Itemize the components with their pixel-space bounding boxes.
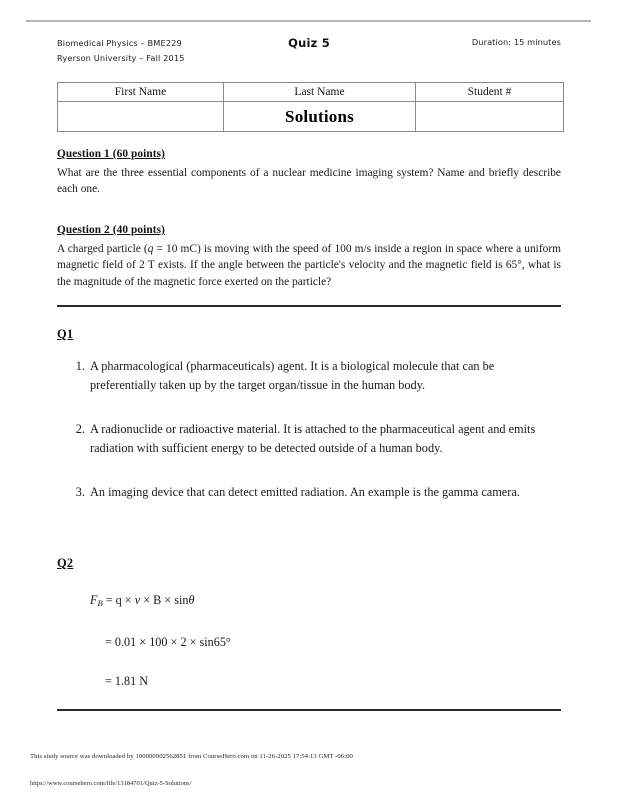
student-info-table bbox=[57, 82, 564, 132]
column-header-last-name: Last Name bbox=[224, 83, 416, 102]
question-2-text-part-2: = 10 mC) is moving with the speed of 100 m/s inside a region in space where a uniform magnetic field of 2 T exists. If the angle between the particle's velocity and the magnetic field is 65°, what is the magnitude of the magnetic force exerted on the particle? bbox=[57, 243, 561, 288]
list-item bbox=[57, 420, 537, 457]
download-notice: This study source was downloaded by 100000902562851 from CourseHero.com on 11-26-2025 17:54:13 GMT -06:00 bbox=[30, 753, 353, 760]
answers-divider-rule bbox=[57, 305, 561, 307]
answer-1-list bbox=[57, 357, 537, 528]
equation-symbol-theta: θ bbox=[188, 593, 195, 607]
list-item-text: A radionuclide or radioactive material. It is attached to the pharmaceutical agent and emits radiation with sufficient energy to be detected outside of a human body. bbox=[90, 422, 536, 455]
question-1-block bbox=[57, 148, 561, 198]
question-2-variable-q: q bbox=[147, 243, 154, 255]
solutions-label: Solutions bbox=[285, 106, 354, 126]
equation-line-1-rest-a: = q × bbox=[102, 593, 135, 607]
question-2-text-part-1: A charged particle ( bbox=[57, 243, 148, 255]
column-header-student-id: Student # bbox=[416, 83, 564, 102]
cell-last-name[interactable] bbox=[224, 102, 416, 132]
duration-label: Duration: 15 minutes bbox=[471, 37, 561, 47]
question-2-block bbox=[57, 224, 561, 290]
list-item bbox=[57, 357, 537, 394]
top-divider-rule bbox=[26, 20, 591, 22]
list-item-number: 2. bbox=[75, 422, 85, 437]
course-line-1: Biomedical Physics – BME229 bbox=[57, 38, 182, 48]
answer-1-heading: Q1 bbox=[57, 327, 74, 341]
table-header-row bbox=[58, 83, 564, 102]
list-item-text: An imaging device that can detect emitted radiation. An example is the gamma camera. bbox=[90, 485, 520, 500]
answer-2-heading: Q2 bbox=[57, 556, 74, 570]
cell-first-name[interactable] bbox=[58, 102, 224, 132]
equation-symbol-v: v bbox=[134, 593, 141, 607]
equation-line-3: = 1.81 N bbox=[105, 674, 149, 688]
equation-line-1 bbox=[90, 592, 517, 611]
cell-student-id[interactable] bbox=[416, 102, 564, 132]
list-item-number: 1. bbox=[75, 359, 85, 373]
document-header bbox=[57, 36, 561, 70]
list-item-number: 3. bbox=[75, 485, 85, 500]
list-item bbox=[57, 483, 537, 502]
equation-line-2: = 0.01 × 100 × 2 × sin65° bbox=[105, 635, 231, 649]
equation-symbol-f: F bbox=[90, 593, 98, 607]
equation-line-1-rest-b: × B × sin bbox=[140, 593, 189, 607]
question-1-heading: Question 1 (60 points) bbox=[57, 148, 165, 160]
answer-2-equations bbox=[57, 592, 517, 689]
table-value-row bbox=[58, 102, 564, 132]
course-line-2: Ryerson University – Fall 2015 bbox=[57, 52, 185, 63]
footer-divider-rule bbox=[57, 709, 561, 711]
question-1-text: What are the three essential components of a nuclear medicine imaging system? Name and briefly describe each one. bbox=[57, 167, 561, 196]
source-url[interactable]: https://www.coursehero.com/file/13184701/Quiz-5-Solutions/ bbox=[30, 780, 192, 787]
list-item-text: A pharmacological (pharmaceuticals) agent. It is a biological molecule that can be preferentially taken up by the target organ/tissue in the human body. bbox=[90, 359, 495, 392]
question-2-heading: Question 2 (40 points) bbox=[57, 224, 165, 236]
page-title: Quiz 5 bbox=[288, 36, 330, 50]
column-header-first-name: First Name bbox=[58, 83, 224, 102]
question-2-text bbox=[57, 241, 561, 290]
equation-subscript-b: B bbox=[97, 598, 103, 608]
